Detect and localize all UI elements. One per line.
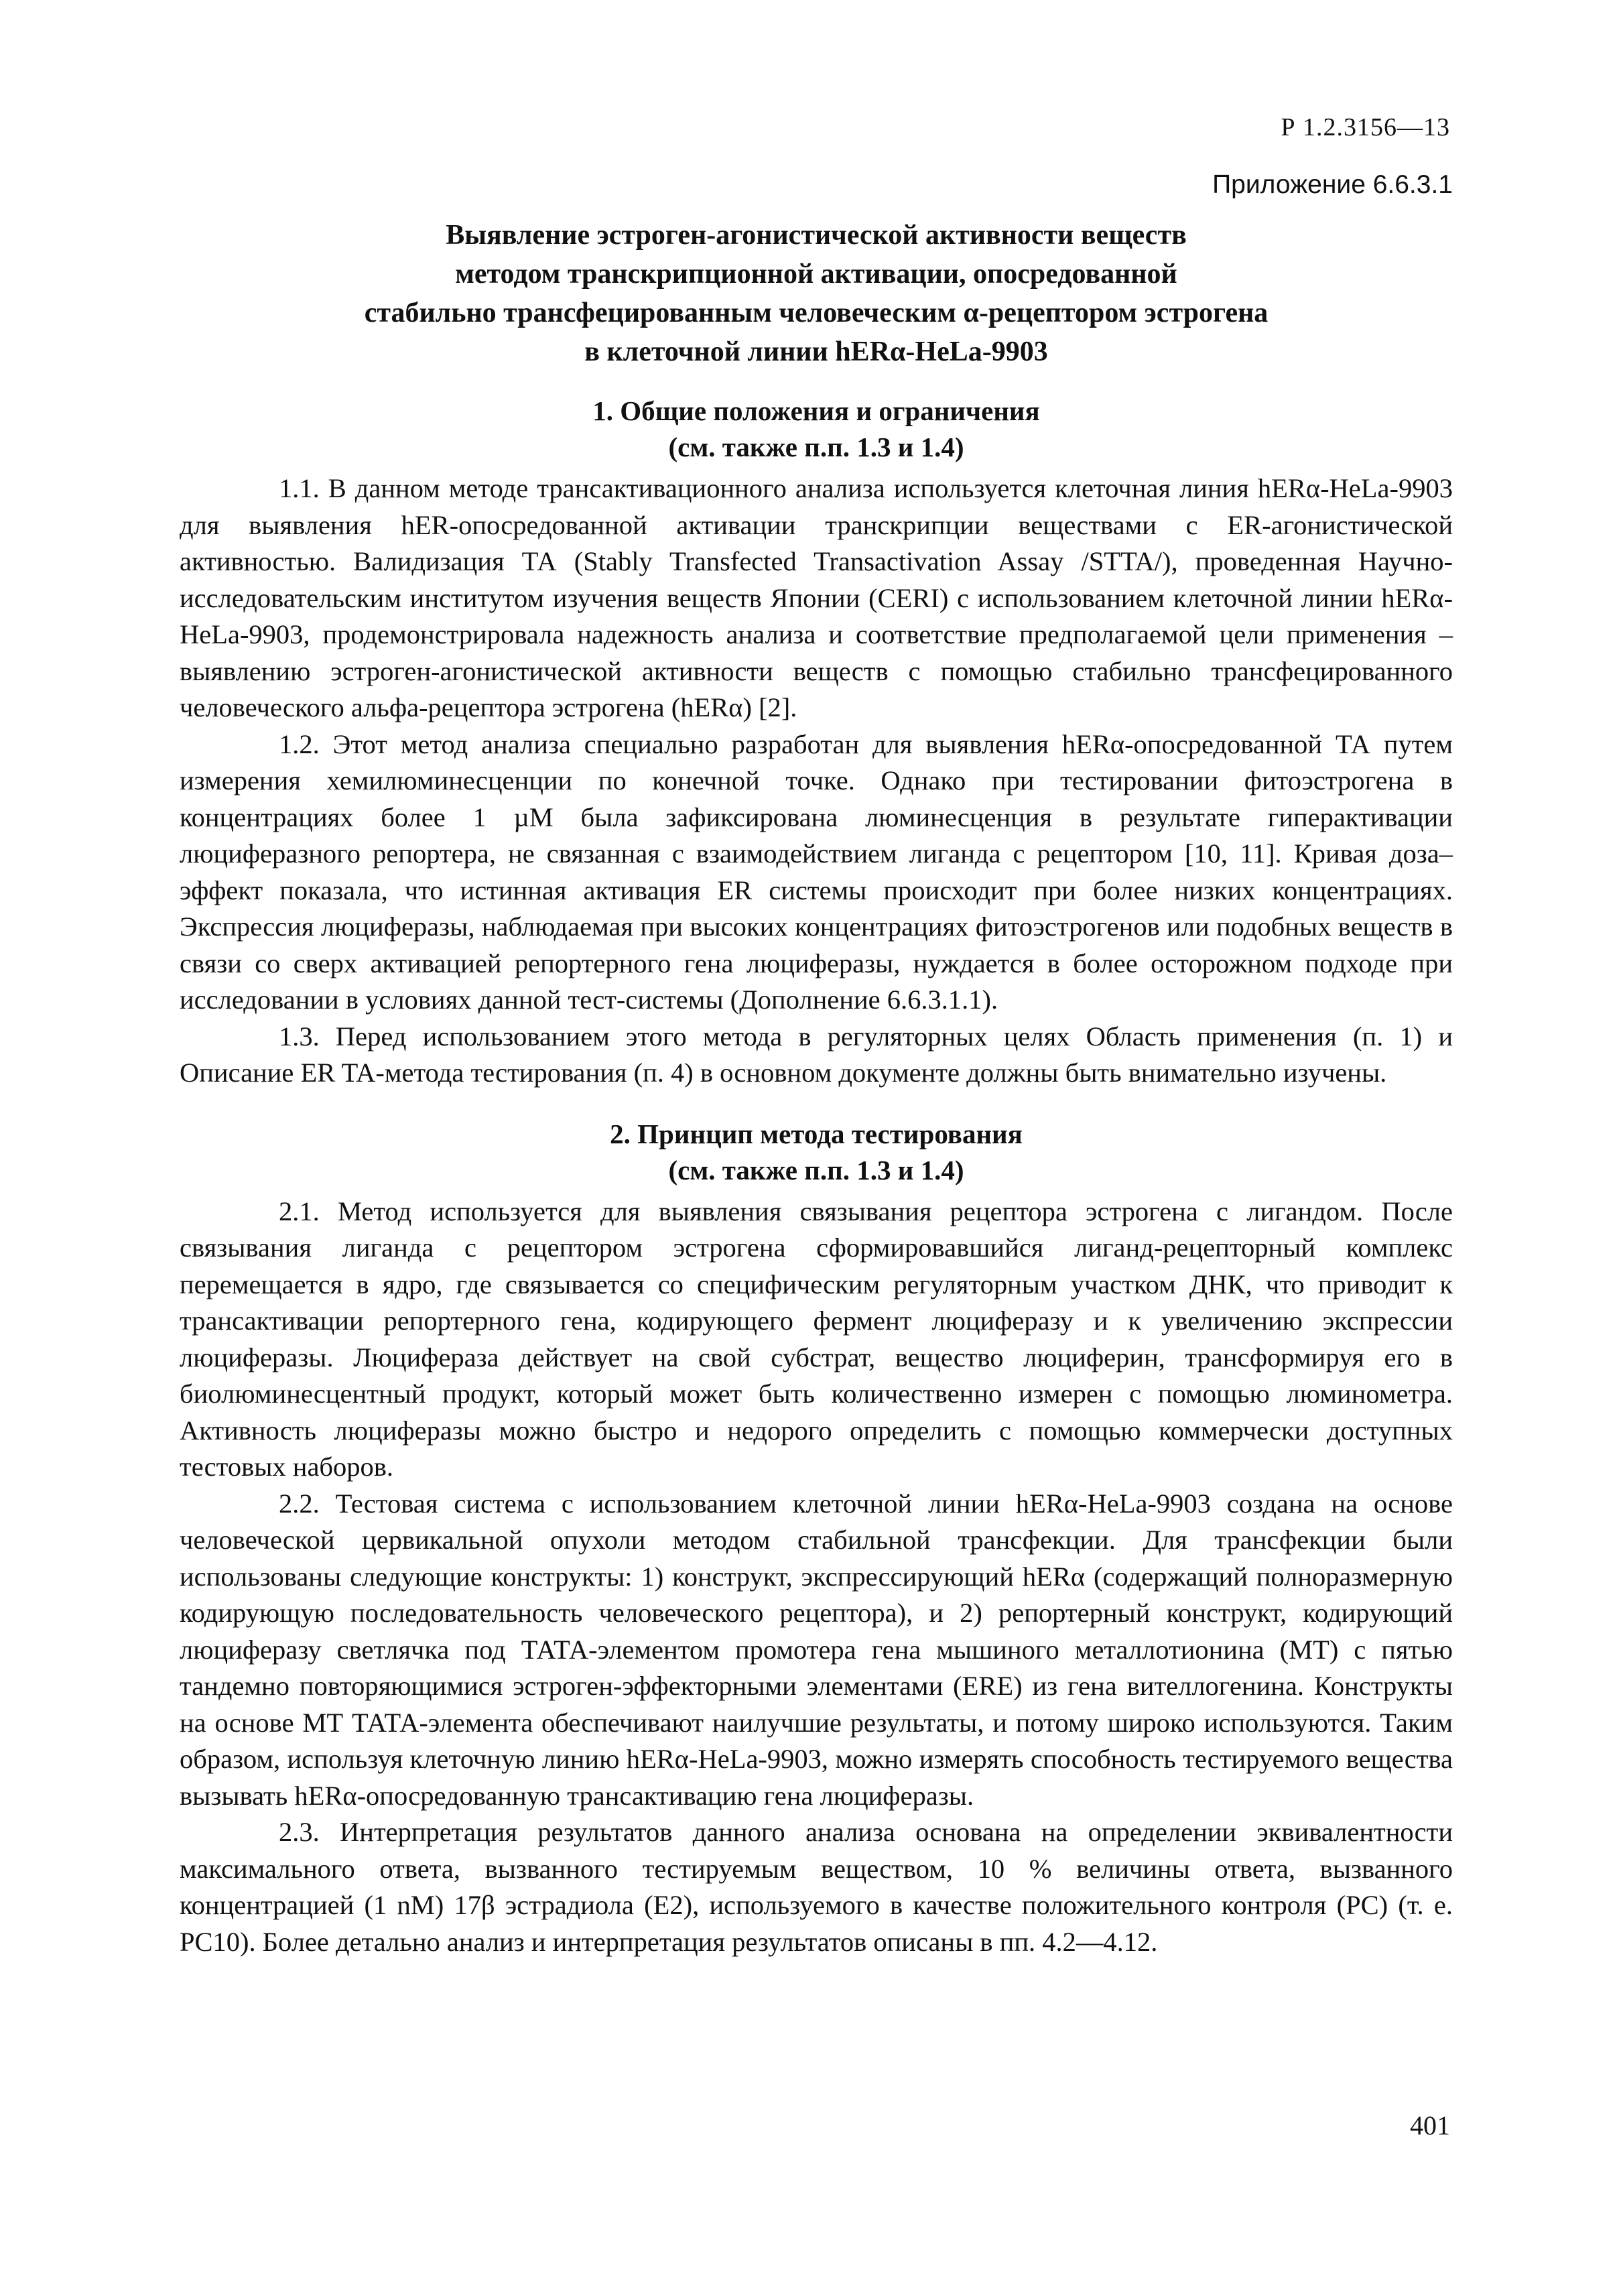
- paragraph-2-1: 2.1. Метод используется для выявления связывания рецептора эстрогена с лигандом. После связывания лиганда с рецептором эстрогена сформировавшийся лиганд-рецепторный комплекс перемещается в ядро, где связывается со специфическим регуляторным участком ДНК, что приводит к трансактивации репортерного гена, кодирующего фермент люциферазу и к увеличению экспрессии люциферазы. Люцифераза действует на свой субстрат, вещество люциферин, трансформируя его в биолюминесцентный продукт, который может быть количественно измерен с помощью люминометра. Активность люциферазы можно быстро и недорого определить с помощью коммерчески доступных тестовых наборов.: [180, 1196, 1453, 1482]
- title-line: методом транскрипционной активации, опосредованной: [455, 259, 1177, 290]
- title-line: в клеточной линии hERα-HeLa-9903: [584, 336, 1048, 367]
- page-content: [180, 216, 1453, 1960]
- section-2-heading: [180, 1116, 1453, 1188]
- appendix-label: Приложение 6.6.3.1: [1212, 170, 1453, 199]
- paragraph-2-3: 2.3. Интерпретация результатов данного анализа основана на определении эквивалентности максимального ответа, вызванного тестируемым веществом, 10 % величины ответа, вызванного концентрацией (1 nM) 17β эстрадиола (Е2), используемого в качестве положительного контроля (PC) (т. е. PC10). Более детально анализ и интерпретация результатов описаны в пп. 4.2—4.12.: [180, 1817, 1453, 1957]
- section-heading-line: (см. также п.п. 1.3 и 1.4): [668, 1154, 964, 1186]
- title-line: Выявление эстроген-агонистической активности веществ: [446, 220, 1187, 251]
- paragraph-1-3: 1.3. Перед использованием этого метода в регуляторных целях Область применения (п. 1) и Описание ER TA-метода тестирования (п. 4) в основном документе должны быть внимательно изучены.: [180, 1021, 1453, 1088]
- section-heading-line: (см. также п.п. 1.3 и 1.4): [668, 432, 964, 462]
- paragraph-1-1: 1.1. В данном методе трансактивационного анализа используется клеточная линия hERα-HeLa-9903 для выявления hER-опосредованной активации транскрипции веществами с ER-агонистической активностью. Валидизация ТА (Stably Transfected Transactivation Assay /STTA/), проведенная Научно-исследовательским институтом изучения веществ Японии (CERI) с использованием клеточной линии hERα-HeLa-9903, продемонстрировала надежность анализа и соответствие предполагаемой цели применения – выявлению эстроген-агонистической активности веществ с помощью стабильно трансфецированного человеческого альфа-рецептора эстрогена (hERα) [2].: [180, 473, 1453, 722]
- title-line: стабильно трансфецированным человеческим α-рецептором эстрогена: [364, 298, 1269, 328]
- document-title: [180, 216, 1453, 371]
- section-1-heading: [180, 393, 1453, 465]
- document-number: Р 1.2.3156—13: [1281, 113, 1450, 141]
- paragraph-1-2: 1.2. Этот метод анализа специально разработан для выявления hERα-опосредованной ТА путем измерения хемилюминесценции по конечной точке. Однако при тестировании фитоэстрогена в концентрациях более 1 µM была зафиксирована люминесценция в результате гиперактивации люциферазного репортера, не связанная с взаимодействием лиганда с рецептором [10, 11]. Кривая доза–эффект показала, что истинная активация ER системы происходит при более низких концентрациях. Экспрессия люциферазы, наблюдаемая при высоких концентрациях фитоэстрогенов или подобных веществ в связи со сверх активацией репортерного гена люциферазы, нуждается в более осторожном подходе при исследовании в условиях данной тест-системы (Дополнение 6.6.3.1.1).: [180, 728, 1453, 1015]
- section-heading-line: 1. Общие положения и ограничения: [592, 395, 1040, 426]
- paragraph-2-2: 2.2. Тестовая система с использованием клеточной линии hERα-HeLa-9903 создана на основе человеческой цервикальной опухоли методом стабильной трансфекции. Для трансфекции были использованы следующие конструкты: 1) конструкт, экспрессирующий hERα (содержащий полноразмерную кодирующую последовательность человеческого рецептора), и 2) репортерный конструкт, кодирующий люциферазу светлячка под ТАТА-элементом промотера гена мышиного металлотионина (МТ) с пятью тандемно повторяющимися эстроген-эффекторными элементами (ERE) из гена вителлогенина. Конструкты на основе МТ ТАТА-элемента обеспечивают наилучшие результаты, и потому широко используются. Таким образом, используя клеточную линию hERα-HeLa-9903, можно измерять способность тестируемого вещества вызывать hERα-опосредованную трансактивацию гена люциферазы.: [180, 1488, 1453, 1811]
- page-number: 401: [1410, 2110, 1450, 2141]
- section-heading-line: 2. Принцип метода тестирования: [610, 1118, 1023, 1149]
